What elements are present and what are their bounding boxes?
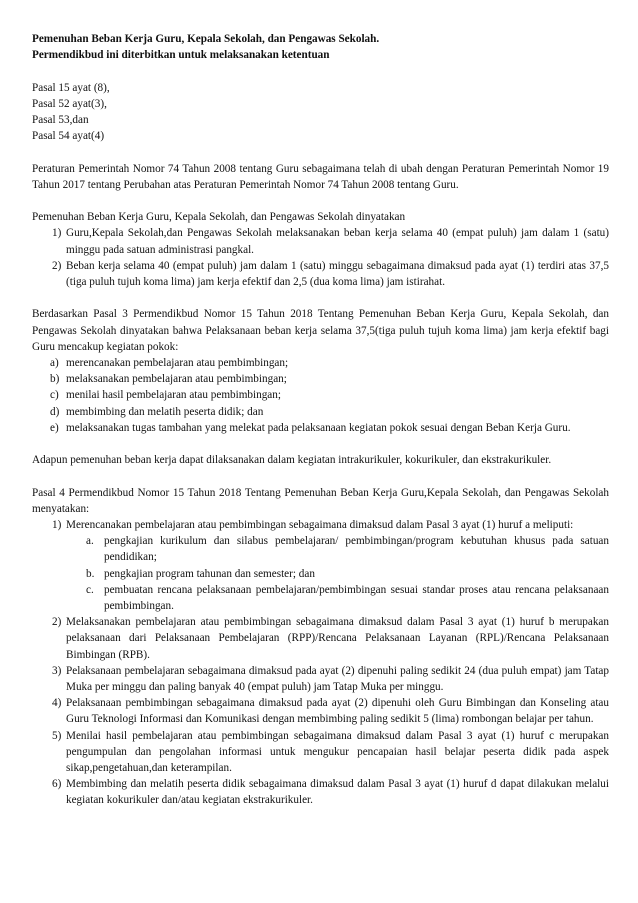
list-item-text: melaksanakan pembelajaran atau pembimbingan; <box>66 373 287 386</box>
list-item-text: Beban kerja selama 40 (empat puluh) jam dalam 1 (satu) minggu sebagaimana dimaksud pada ayat (1) terdiri atas 37,5 (tiga puluh tujuh koma lima) jam kerja efektif dan 2,5 (dua koma lima) jam istirahat. <box>66 259 609 288</box>
sublist-item-text: pengkajian kurikulum dan silabus pembelajaran/ pembimbingan/program kebutuhan khusus pada satuan pendidikan; <box>104 535 609 564</box>
pasal-item: Pasal 52 ayat(3), <box>32 97 107 110</box>
section2-list <box>32 355 609 436</box>
list-item <box>32 355 609 371</box>
list-item <box>32 258 609 290</box>
pasal-list <box>32 80 609 145</box>
list-item <box>32 387 609 403</box>
spacer <box>32 144 609 160</box>
sublist-item-text: pengkajian program tahunan dan semester; dan <box>104 567 315 580</box>
sublist-item-text: pembuatan rencana pelaksanaan pembelajaran/pembimbingan sesuai standar proses atau rencana pelaksanaan pembimbingan. <box>104 583 609 613</box>
sublist-marker: c. <box>86 583 94 596</box>
list-marker: 2) <box>52 616 62 629</box>
section3-sublist <box>32 533 609 614</box>
list-item <box>32 404 609 420</box>
list-item-text: Melaksanakan pembelajaran atau pembimbingan sebagaimana dimaksud dalam Pasal 3 ayat (1) huruf b merupakan pelaksanaan dari Pelaksanaan Pembelajaran (RPP)/Rencana Pelaksanaan Layanan (RPL)/Rencana Pelaksanaan Bimbingan (RPB). <box>66 616 609 661</box>
list-item <box>32 663 609 695</box>
list-marker: 2) <box>52 259 62 272</box>
section2-intro: Berdasarkan Pasal 3 Permendikbud Nomor 15 Tahun 2018 Tentang Pemenuhan Beban Kerja Guru, Kepala Sekolah, dan Pengawas Sekolah dinyatakan bahwa Pelaksanaan beban kerja selama 37,5(tiga puluh tujuh koma lima) jam kerja efektif bagi Guru mencakup kegiatan pokok: <box>32 308 609 353</box>
list-marker: 4) <box>52 697 62 710</box>
list-item <box>32 695 609 727</box>
list-item <box>32 728 609 777</box>
list-marker: a) <box>50 357 59 369</box>
list-item <box>32 614 609 663</box>
sublist-item <box>32 566 609 582</box>
list-item-text: menilai hasil pembelajaran atau pembimbingan; <box>66 389 281 402</box>
list-marker: e) <box>50 421 59 434</box>
list-item-text: Membimbing dan melatih peserta didik sebagaimana dimaksud dalam Pasal 3 ayat (1) huruf d dapat dilakukan melalui kegiatan kokurikuler dan/atau kegiatan ekstrakurikuler. <box>66 778 609 807</box>
list-item-text: merencanakan pembelajaran atau pembimbingan; <box>66 357 289 369</box>
list-item-text: membimbing dan melatih peserta didik; dan <box>66 405 264 418</box>
list-item-text: Menilai hasil pembelajaran atau pembimbingan sebagaimana dimaksud dalam Pasal 3 ayat (1) huruf c merupakan pengumpulan dan pengolahan informasi untuk mengukur pencapaian hasil belajar peserta didik pada aspek sikap,pengetahuan,dan keterampilan. <box>66 729 609 775</box>
section3-list-continued <box>32 614 609 808</box>
list-item-text: Pelaksanaan pembimbingan sebagaimana dimaksud pada ayat (2) dipenuhi oleh Guru Bimbingan dan Konseling atau Guru Teknologi Informasi dan Komunikasi dengan membimbing paling sedikit 5 (lima) rombongan belajar per tahun. <box>66 697 609 726</box>
spacer <box>32 290 609 306</box>
list-marker: c) <box>50 389 59 402</box>
list-marker: 1) <box>52 519 62 531</box>
spacer <box>32 436 609 452</box>
list-item-text: melaksanakan tugas tambahan yang melekat pada pelaksanaan kegiatan pokok sesuai dengan Beban Kerja Guru. <box>66 421 571 434</box>
paragraph-adapun: Adapun pemenuhan beban kerja dapat dilaksanakan dalam kegiatan intrakurikuler, kokurikuler, dan ekstrakurikuler. <box>32 454 552 467</box>
list-marker: d) <box>50 405 60 418</box>
document-subtitle: Permendikbud ini diterbitkan untuk melaksanakan ketentuan <box>32 49 330 62</box>
paragraph-pp: Peraturan Pemerintah Nomor 74 Tahun 2008 tentang Guru sebagaimana telah di ubah dengan Peraturan Pemerintah Nomor 19 Tahun 2017 tentang Perubahan atas Peraturan Pemerintah Nomor 74 Tahun 2008 tentang Guru. <box>32 162 609 191</box>
section3-intro: Pasal 4 Permendikbud Nomor 15 Tahun 2018 Tentang Pemenuhan Beban Kerja Guru,Kepala Sekolah, dan Pengawas Sekolah menyatakan: <box>32 486 609 515</box>
list-item <box>32 371 609 387</box>
list-item <box>32 420 609 436</box>
list-item <box>32 225 609 257</box>
list-item <box>32 776 609 808</box>
list-marker: b) <box>50 373 60 386</box>
list-marker: 5) <box>52 729 62 742</box>
list-item-text: Guru,Kepala Sekolah,dan Pengawas Sekolah melaksanakan beban kerja selama 40 (empat puluh) jam dalam 1 (satu) minggu pada satuan administrasi pangkal. <box>66 227 609 256</box>
list-marker: 6) <box>52 778 62 791</box>
document-title: Pemenuhan Beban Kerja Guru, Kepala Sekolah, dan Pengawas Sekolah. <box>32 33 380 45</box>
pasal-item: Pasal 53,dan <box>32 114 89 126</box>
sublist-marker: a. <box>86 535 94 548</box>
sublist-marker: b. <box>86 567 95 580</box>
list-marker: 1) <box>52 227 62 240</box>
spacer <box>32 468 609 484</box>
pasal-item: Pasal 15 ayat (8), <box>32 81 110 94</box>
list-marker: 3) <box>52 664 62 677</box>
list-item-text: Pelaksanaan pembelajaran sebagaimana dimaksud pada ayat (2) dipenuhi paling sedikit 24 (dua puluh empat) jam Tatap Muka per minggu dan paling banyak 40 (empat puluh) jam Tatap Muka per minggu. <box>66 664 609 694</box>
list-item <box>32 517 609 533</box>
sublist-item <box>32 582 609 614</box>
pasal-item: Pasal 54 ayat(4) <box>32 130 105 143</box>
sublist-item <box>32 533 609 565</box>
section1-list <box>32 225 609 290</box>
list-item-text: Merencanakan pembelajaran atau pembimbingan sebagaimana dimaksud dalam Pasal 3 ayat (1) huruf a meliputi: <box>66 519 574 531</box>
spacer <box>32 193 609 209</box>
spacer <box>32 63 609 79</box>
section3-list <box>32 517 609 533</box>
section1-intro: Pemenuhan Beban Kerja Guru, Kepala Sekolah, dan Pengawas Sekolah dinyatakan <box>32 211 406 224</box>
